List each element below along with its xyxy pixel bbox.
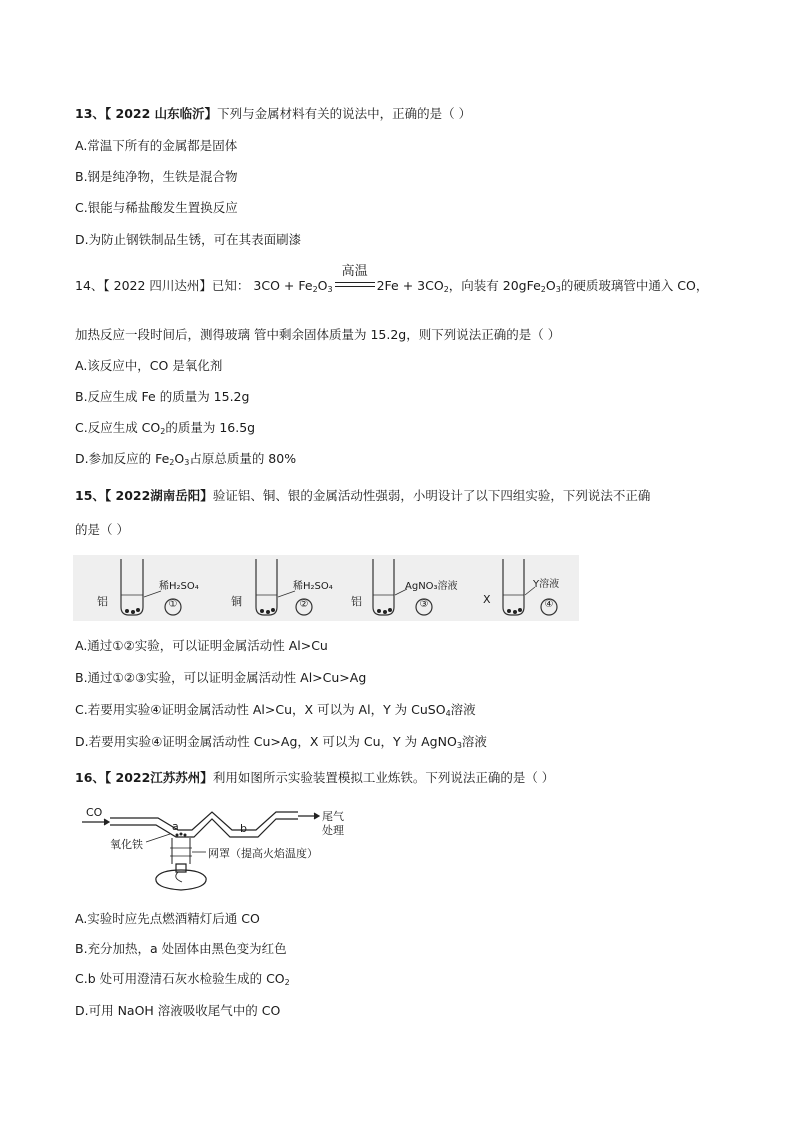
q15-tube1-solution: 稀H₂SO₄ [159, 581, 199, 592]
q14-stem-line2: 加热反应一段时间后，测得玻璃 管中剩余固体质量为 15.2g，则下列说法正确的是（ ） [75, 327, 561, 342]
q16-stem [75, 770, 554, 786]
q15-tube2-metal: 铜 [231, 595, 242, 608]
q14-option-d: D.参加反应的 $Fe_2O_3$占原总质量的 80% [75, 451, 297, 467]
q14-option-a: A.该反应中，CO 是氧化剂 [75, 358, 223, 373]
q13-stem [75, 106, 471, 122]
q15-source: 【 2022湖南岳阳】 [104, 488, 213, 503]
q16-stem-text: 利用如图所示实验装置模拟工业炼铁。下列说法正确的是（ ） [212, 770, 555, 785]
q16-option-b: B.充分加热，a 处固体由黑色变为红色 [75, 941, 287, 956]
q16-source: 【 2022江苏苏州】 [104, 770, 213, 785]
q16-apparatus-figure [80, 808, 380, 898]
q13-source: 【 2022 山东临沂】 [104, 106, 218, 121]
q14-number: 14、 [75, 278, 104, 293]
q15-option-d: D.若要用实验④证明金属活动性 Cu>Ag，X 可以为 Cu，Y 为 AgNO$_3$溶液 [75, 734, 487, 750]
q13-stem-text: 下列与金属材料有关的说法中，正确的是（ ） [217, 106, 472, 121]
q13-option-a: A.常温下所有的金属都是固体 [75, 138, 238, 153]
q16-iron-oxide-label: 氧化铁 [110, 838, 143, 851]
q13-number: 13、 [75, 106, 105, 121]
q15-tube4-solution: Y溶液 [533, 579, 560, 590]
q16-gauze-label: 网罩（提高火焰温度） [208, 847, 318, 860]
reaction-condition: 高温 [341, 264, 368, 279]
q16-exhaust-label-1: 尾气 [322, 810, 344, 823]
q13-option-b: B.钢是纯净物，生铁是混合物 [75, 169, 238, 184]
reaction-arrow [335, 264, 375, 294]
q14-source: 【 2022 四川达州】 [103, 278, 212, 293]
q14-stem-text: ，向装有 $20gFe_2O_3$的硬质玻璃管中通入 CO， [448, 278, 709, 294]
q15-option-c: C.若要用实验④证明金属活动性 Al>Cu，X 可以为 Al，Y 为 CuSO$_4$溶液 [75, 702, 476, 718]
q14-known: 已知： [211, 278, 250, 293]
q15-tube4-metal: X [483, 593, 491, 606]
q15-test-tube-figure [73, 555, 579, 621]
q14-option-b: B.反应生成 Fe 的质量为 15.2g [75, 389, 250, 404]
q14-equation: $3CO + Fe_2O_3$ 高温 $2Fe + 3CO_2$ [253, 264, 449, 294]
q15-tube2-solution: 稀H₂SO₄ [293, 581, 333, 592]
q16-point-a: a [172, 820, 179, 833]
q15-number: 15、 [75, 488, 105, 503]
q15-tube4-number: ④ [544, 599, 554, 610]
q13-option-d: D.为防止钢铁制品生锈，可在其表面刷漆 [75, 232, 302, 247]
q15-option-a: A.通过①②实验，可以证明金属活动性 Al>Cu [75, 638, 328, 653]
q15-tube3-metal: 铝 [351, 595, 362, 608]
q15-tube1-metal: 铝 [97, 595, 108, 608]
q15-tube2-number: ② [299, 599, 309, 610]
q13-option-c: C.银能与稀盐酸发生置换反应 [75, 200, 238, 215]
q15-tube3-number: ③ [419, 599, 429, 610]
q15-stem-line2: 的是（ ） [75, 522, 129, 537]
q16-option-d: D.可用 NaOH 溶液吸收尾气中的 CO [75, 1003, 281, 1018]
q16-co-label: CO [86, 806, 103, 819]
q15-option-b: B.通过①②③实验，可以证明金属活动性 Al>Cu>Ag [75, 670, 367, 685]
q16-option-a: A.实验时应先点燃酒精灯后通 CO [75, 911, 260, 926]
q14-option-c: C.反应生成 $CO_2$的质量为 16.5g [75, 420, 256, 436]
q16-option-c: C.b 处可用澄清石灰水检验生成的 $CO_2$ [75, 971, 290, 987]
q16-exhaust-label-2: 处理 [322, 824, 344, 837]
q15-stem [75, 488, 650, 504]
q16-point-b: b [240, 822, 247, 835]
q16-number: 16、 [75, 770, 105, 785]
q15-tube3-solution: AgNO₃溶液 [405, 581, 458, 592]
q15-stem-text: 验证铝、铜、银的金属活动性强弱，小明设计了以下四组实验，下列说法不正确 [212, 488, 651, 503]
q15-tube1-number: ① [168, 599, 178, 610]
q14-stem [75, 264, 709, 294]
